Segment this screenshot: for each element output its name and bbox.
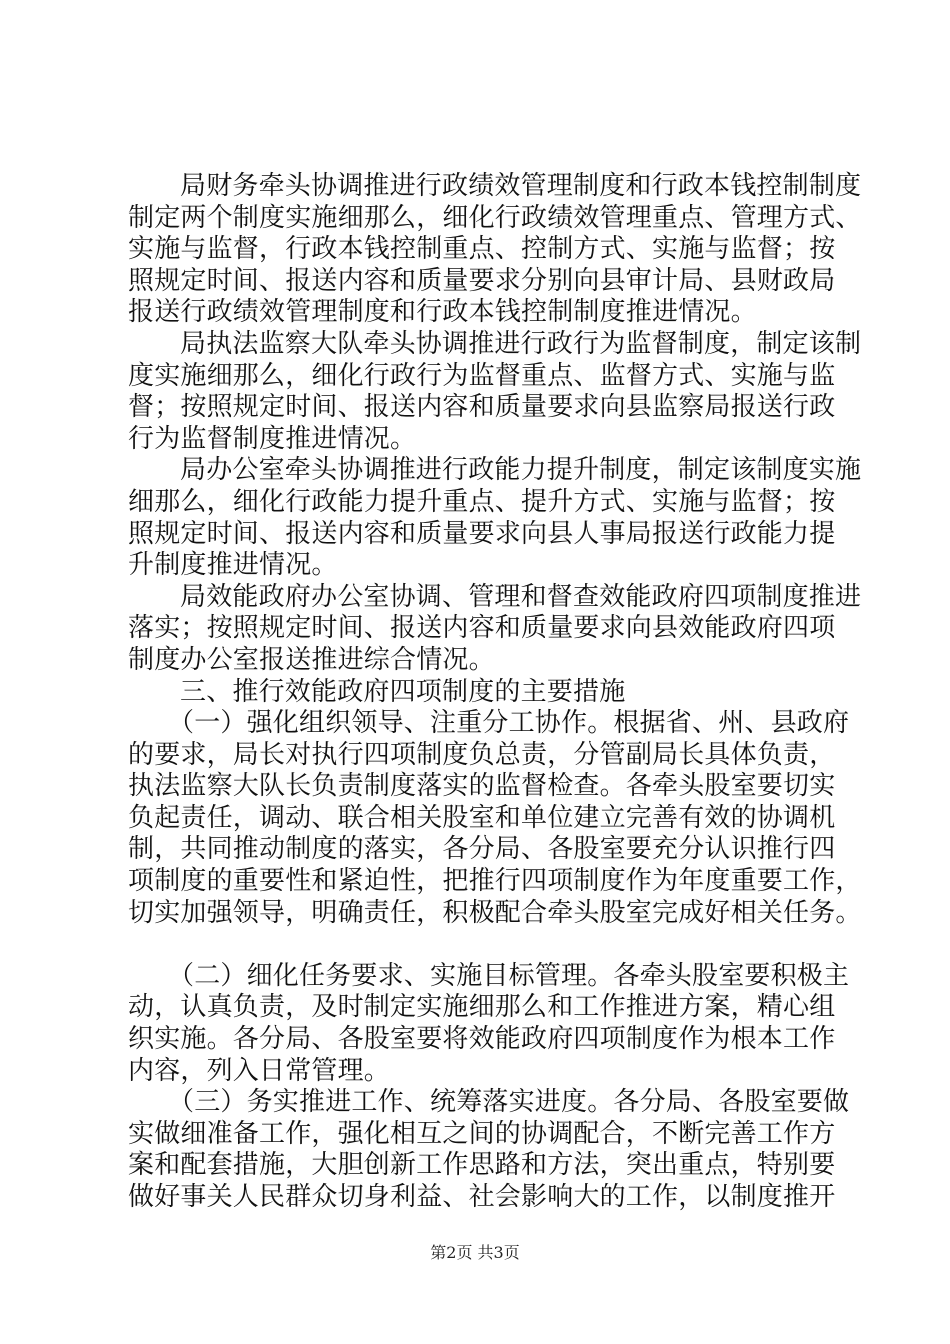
paragraph-line: 项制度的重要性和紧迫性，把推行四项制度作为年度重要工作， bbox=[128, 866, 862, 897]
paragraph-line: 度实施细那么，细化行政行为监督重点、监督方式、实施与监 bbox=[128, 360, 836, 391]
paragraph-line: 内容，列入日常管理。 bbox=[128, 1055, 391, 1086]
paragraph-line: 的要求，局长对执行四项制度负总责，分管副局长具体负责， bbox=[128, 739, 836, 770]
paragraph-line: 局办公室牵头协调推进行政能力提升制度，制定该制度实施 bbox=[180, 455, 862, 486]
paragraph-line: 织实施。各分局、各股室要将效能政府四项制度作为根本工作 bbox=[128, 1024, 836, 1055]
paragraph-line: （二）细化任务要求、实施目标管理。各牵头股室要积极主 bbox=[168, 960, 850, 991]
paragraph-line: （一）强化组织领导、注重分工协作。根据省、州、县政府 bbox=[168, 708, 850, 739]
paragraph-line: 升制度推进情况。 bbox=[128, 550, 338, 581]
paragraph-line: 案和配套措施，大胆创新工作思路和方法，突出重点，特别要 bbox=[128, 1150, 836, 1181]
paragraph-line: 做好事关人民群众切身利益、社会影响大的工作，以制度推开 bbox=[128, 1182, 836, 1212]
paragraph-line: 局执法监察大队牵头协调推进行政行为监督制度，制定该制 bbox=[180, 328, 862, 359]
paragraph-line: 报送行政绩效管理制度和行政本钱控制制度推进情况。 bbox=[128, 297, 757, 328]
paragraph-line: 负起责任，调动、联合相关股室和单位建立完善有效的协调机 bbox=[128, 802, 836, 833]
paragraph-line: 局效能政府办公室协调、管理和督查效能政府四项制度推进 bbox=[180, 581, 862, 612]
paragraph-line: 局财务牵头协调推进行政绩效管理制度和行政本钱控制制度 bbox=[180, 171, 862, 201]
paragraph-line: 照规定时间、报送内容和质量要求分别向县审计局、县财政局 bbox=[128, 265, 836, 296]
paragraph-line: 动，认真负责，及时制定实施细那么和工作推进方案，精心组 bbox=[128, 992, 836, 1023]
paragraph-line: 执法监察大队长负责制度落实的监督检查。各牵头股室要切实 bbox=[128, 771, 836, 802]
page-number-footer: 第2页 共3页 bbox=[430, 1243, 520, 1262]
paragraph-line: 行为监督制度推进情况。 bbox=[128, 423, 417, 454]
paragraph-line: （三）务实推进工作、统筹落实进度。各分局、各股室要做 bbox=[168, 1087, 850, 1118]
paragraph-line: 制度办公室报送推进综合情况。 bbox=[128, 644, 495, 675]
paragraph-line: 切实加强领导，明确责任，积极配合牵头股室完成好相关任务。 bbox=[128, 897, 862, 928]
paragraph-line: 实施与监督，行政本钱控制重点、控制方式、实施与监督；按 bbox=[128, 234, 836, 265]
document-body bbox=[128, 171, 862, 1214]
paragraph-line: 细那么，细化行政能力提升重点、提升方式、实施与监督；按 bbox=[128, 486, 836, 517]
paragraph-spacer bbox=[128, 929, 838, 961]
paragraph-line: 制定两个制度实施细那么，细化行政绩效管理重点、管理方式、 bbox=[128, 202, 862, 233]
paragraph-line: 照规定时间、报送内容和质量要求向县人事局报送行政能力提 bbox=[128, 518, 836, 549]
section-heading: 三、推行效能政府四项制度的主要措施 bbox=[180, 676, 626, 707]
paragraph-line: 督；按照规定时间、报送内容和质量要求向县监察局报送行政 bbox=[128, 392, 836, 423]
paragraph-line: 落实；按照规定时间、报送内容和质量要求向县效能政府四项 bbox=[128, 613, 836, 644]
paragraph-line: 实做细准备工作，强化相互之间的协调配合，不断完善工作方 bbox=[128, 1118, 836, 1149]
paragraph-line: 制，共同推动制度的落实，各分局、各股室要充分认识推行四 bbox=[128, 834, 836, 865]
